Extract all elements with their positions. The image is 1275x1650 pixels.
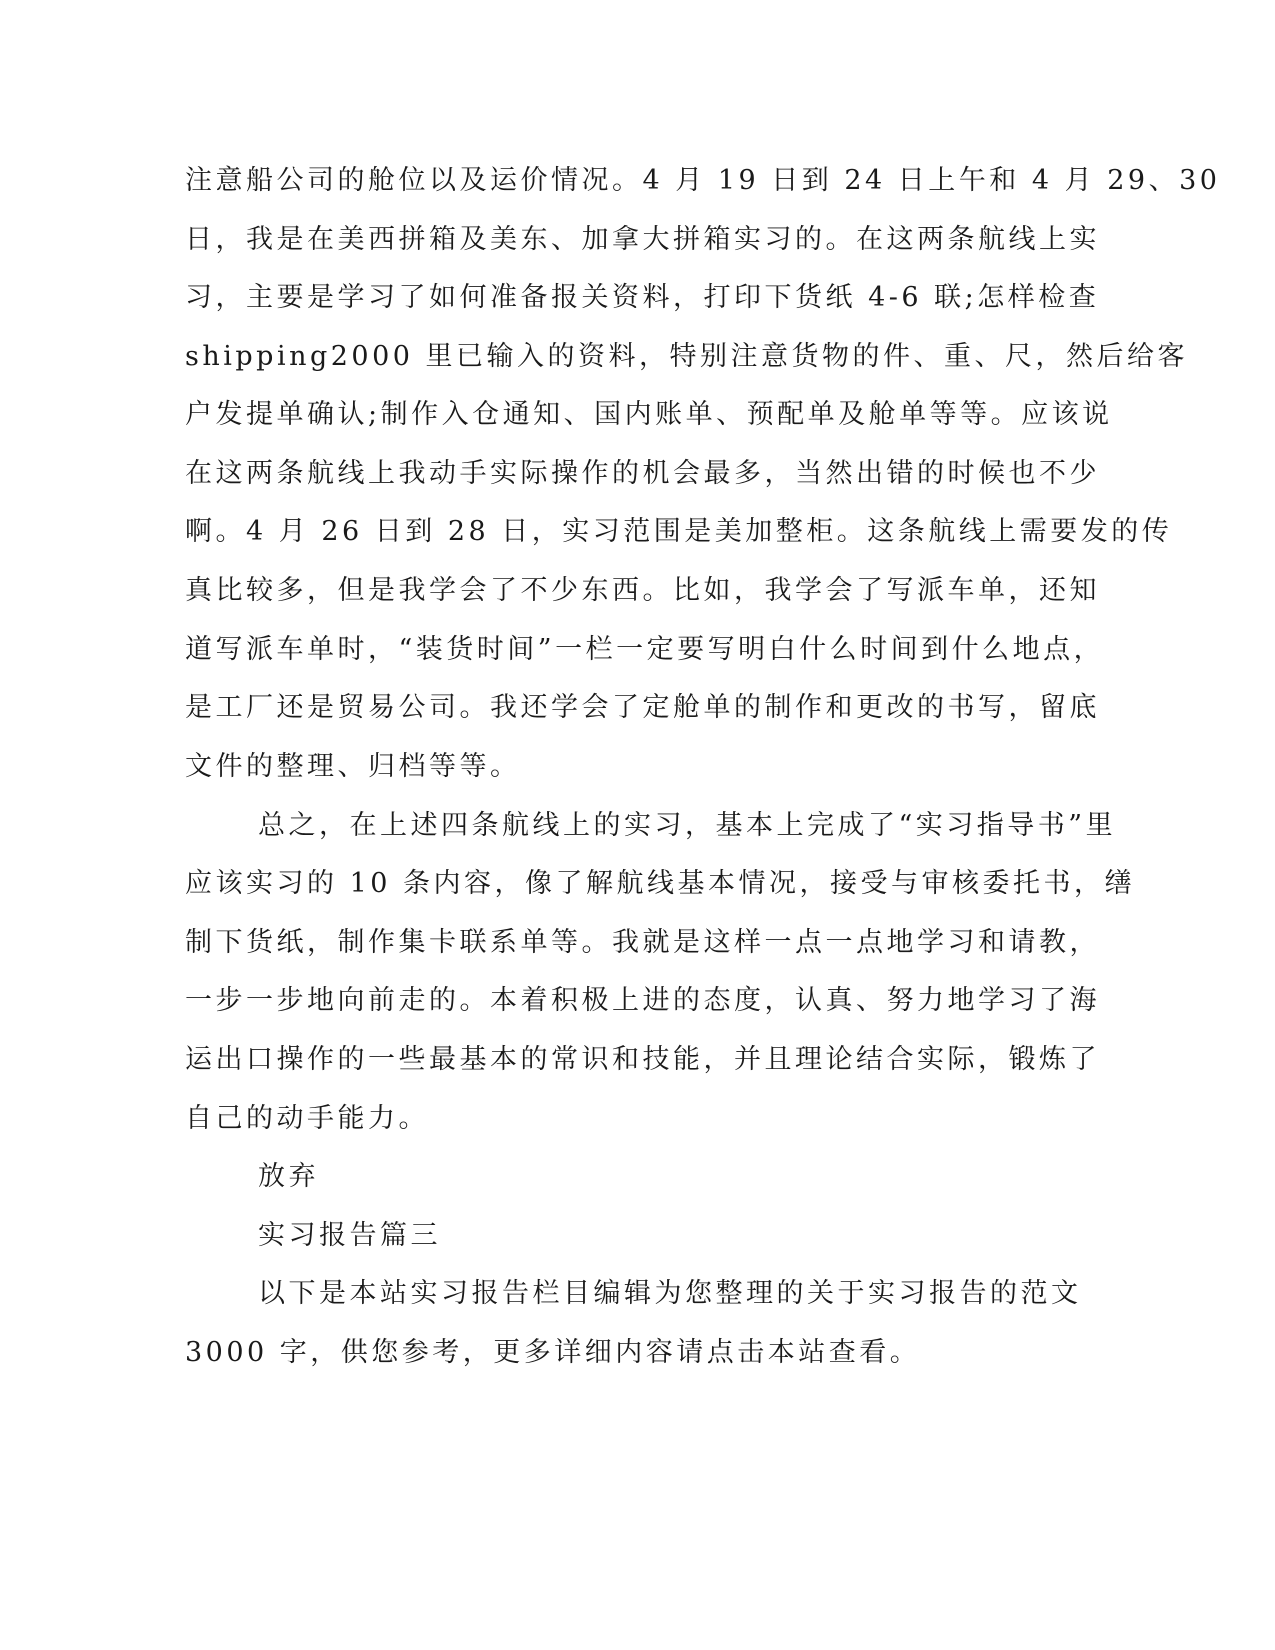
paragraph-line: 是工厂还是贸易公司。我还学会了定舱单的制作和更改的书写，留底 bbox=[185, 692, 1100, 723]
paragraph-line: 户发提单确认;制作入仓通知、国内账单、预配单及舱单等等。应该说 bbox=[185, 399, 1113, 430]
section-title: 实习报告篇三 bbox=[258, 1220, 441, 1251]
paragraph-line: 注意船公司的舱位以及运价情况。4 月 19 日到 24 日上午和 4 月 29、30 bbox=[185, 165, 1221, 196]
paragraph-line: 真比较多，但是我学会了不少东西。比如，我学会了写派车单，还知 bbox=[185, 575, 1100, 606]
paragraph-line: 3000 字，供您参考，更多详细内容请点击本站查看。 bbox=[185, 1337, 921, 1368]
paragraph-line: 总之，在上述四条航线上的实习，基本上完成了“实习指导书”里 bbox=[258, 810, 1117, 841]
paragraph-line: 应该实习的 10 条内容，像了解航线基本情况，接受与审核委托书，缮 bbox=[185, 868, 1136, 899]
paragraph-line: 习，主要是学习了如何准备报关资料，打印下货纸 4-6 联;怎样检查 bbox=[185, 282, 1100, 313]
paragraph-line: 日，我是在美西拼箱及美东、加拿大拼箱实习的。在这两条航线上实 bbox=[185, 224, 1100, 255]
paragraph-line: 道写派车单时，“装货时间”一栏一定要写明白什么时间到什么地点， bbox=[185, 634, 1105, 665]
paragraph-line: 以下是本站实习报告栏目编辑为您整理的关于实习报告的范文 bbox=[258, 1278, 1082, 1309]
paragraph-line: 运出口操作的一些最基本的常识和技能，并且理论结合实际，锻炼了 bbox=[185, 1044, 1100, 1075]
paragraph-line: 在这两条航线上我动手实际操作的机会最多，当然出错的时候也不少 bbox=[185, 458, 1100, 489]
abandon-text: 放弃 bbox=[258, 1161, 319, 1192]
paragraph-line: shipping2000 里已输入的资料，特别注意货物的件、重、尺，然后给客 bbox=[185, 341, 1189, 372]
paragraph-line: 自己的动手能力。 bbox=[185, 1103, 429, 1134]
paragraph-line: 制下货纸，制作集卡联系单等。我就是这样一点一点地学习和请教， bbox=[185, 927, 1100, 958]
paragraph-line: 啊。4 月 26 日到 28 日，实习范围是美加整柜。这条航线上需要发的传 bbox=[185, 516, 1173, 547]
paragraph-line: 一步一步地向前走的。本着积极上进的态度，认真、努力地学习了海 bbox=[185, 985, 1100, 1016]
paragraph-line: 文件的整理、归档等等。 bbox=[185, 751, 521, 782]
